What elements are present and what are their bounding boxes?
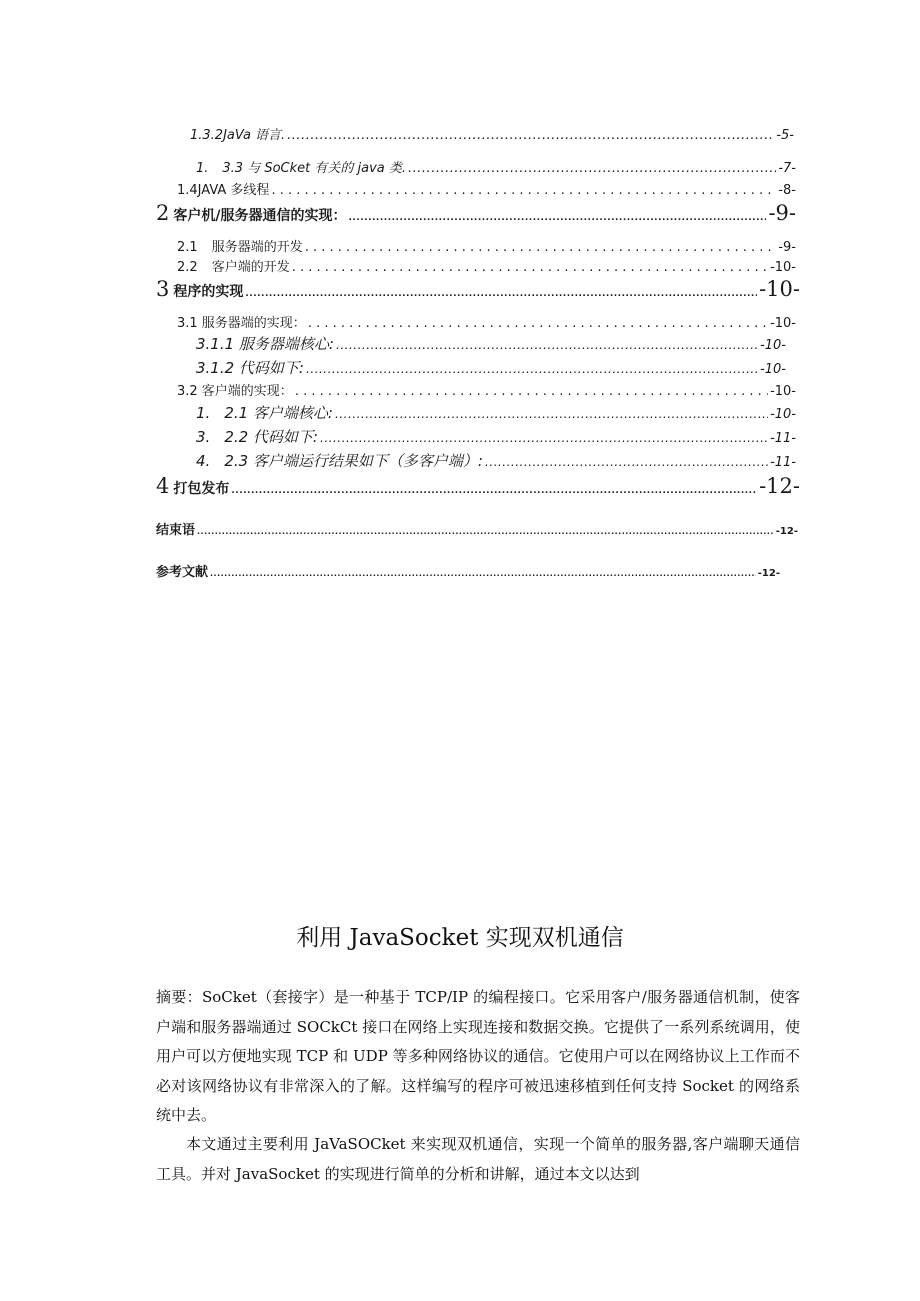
toc-entry-title: 客户端的开发 bbox=[211, 260, 290, 275]
toc-entry-title: 参考文献 bbox=[156, 565, 209, 580]
toc-entry-chapter-3[interactable] bbox=[156, 277, 800, 301]
toc-page-number: -10- bbox=[770, 260, 796, 275]
toc-leader bbox=[349, 213, 767, 223]
toc-leader bbox=[320, 431, 768, 445]
toc-entry-title: 3.1.1 服务器端核心: bbox=[196, 335, 334, 353]
toc-entry-number: 4. bbox=[196, 452, 211, 470]
toc-page-number: -10- bbox=[770, 407, 796, 422]
toc-entry-number: 3. bbox=[196, 428, 211, 446]
toc-entry-1-3-3[interactable] bbox=[196, 157, 796, 176]
toc-entry-references[interactable] bbox=[156, 561, 780, 580]
toc-entry-2-2[interactable] bbox=[177, 256, 796, 275]
toc-entry-title: 3.1.2 代码如下: bbox=[196, 359, 304, 377]
toc-entry-3-2[interactable] bbox=[177, 380, 796, 399]
toc-page-number: -9- bbox=[768, 201, 796, 225]
toc-entry-3-1[interactable] bbox=[177, 312, 796, 331]
toc-leader bbox=[308, 316, 768, 331]
toc-entry-3-2-3[interactable] bbox=[196, 450, 796, 471]
article-title: 利用 JavaSocket 实现双机通信 bbox=[296, 925, 624, 951]
intro-paragraph: 本文通过主要利用 JaVaSOCket 来实现双机通信，实现一个简单的服务器,客户端聊天通信工具。并对 JavaSocket 的实现进行简单的分析和讲解，通过本文以达到 bbox=[156, 1135, 800, 1183]
toc-page-number: -9- bbox=[778, 240, 796, 255]
toc-leader bbox=[271, 183, 776, 198]
toc-entry-number: 4 bbox=[156, 474, 170, 498]
toc-entry-title: 3.3 与 SoCket 有关的 java 类. bbox=[222, 161, 407, 176]
toc-entry-title: 服务器端的开发 bbox=[211, 240, 303, 255]
toc-leader bbox=[287, 128, 774, 143]
toc-entry-number: 2.1 bbox=[177, 240, 198, 255]
toc-entry-title: 3.2 客户端的实现： bbox=[177, 384, 293, 399]
toc-page-number: -10- bbox=[760, 362, 786, 377]
toc-page-number: -11- bbox=[770, 431, 796, 446]
toc-leader bbox=[197, 527, 774, 536]
toc-page-number: -12- bbox=[757, 568, 780, 579]
toc-entry-conclusion[interactable] bbox=[156, 519, 798, 538]
toc-leader bbox=[245, 289, 757, 299]
toc-entry-title: 3.1 服务器端的实现： bbox=[177, 316, 306, 331]
toc-leader bbox=[210, 569, 756, 578]
toc-page-number: -10- bbox=[760, 338, 786, 353]
toc-leader bbox=[306, 362, 758, 376]
toc-leader bbox=[305, 240, 777, 255]
toc-entry-title: 程序的实现 bbox=[173, 284, 244, 300]
toc-entry-chapter-4[interactable] bbox=[156, 474, 800, 498]
toc-leader bbox=[335, 407, 768, 421]
toc-entry-number: 2 bbox=[156, 201, 170, 225]
toc-page-number: -5- bbox=[776, 128, 794, 143]
toc-entry-title: 1.4JAVA 多线程 bbox=[177, 183, 270, 198]
toc-page-number: -10- bbox=[770, 316, 796, 331]
toc-entry-3-2-2[interactable] bbox=[196, 426, 796, 447]
toc-page-number: -7- bbox=[778, 161, 796, 176]
toc-page-number: -10- bbox=[770, 384, 796, 399]
toc-leader bbox=[336, 338, 758, 352]
toc-page-number: -11- bbox=[770, 455, 796, 470]
toc-leader bbox=[292, 260, 768, 275]
toc-entry-title: 结束语 bbox=[156, 523, 196, 538]
toc-entry-title: 2.3 客户端运行结果如下（多客户端）: bbox=[224, 452, 483, 470]
toc-entry-number: 1. bbox=[196, 404, 211, 422]
toc-entry-title: 2.2 代码如下: bbox=[224, 428, 318, 446]
toc-leader bbox=[295, 384, 768, 399]
toc-page-number: -12- bbox=[759, 474, 800, 498]
toc-leader bbox=[408, 161, 776, 176]
toc-entry-1-3-2[interactable] bbox=[190, 124, 794, 143]
toc-page-number: -12- bbox=[775, 526, 798, 537]
toc-entry-number: 2.2 bbox=[177, 260, 198, 275]
toc-entry-number: 1. bbox=[196, 161, 209, 176]
toc-entry-3-1-1[interactable] bbox=[196, 333, 786, 354]
toc-leader bbox=[231, 486, 757, 496]
toc-entry-number: 3 bbox=[156, 277, 170, 301]
toc-entry-2-1[interactable] bbox=[177, 236, 796, 255]
toc-entry-1-4[interactable] bbox=[177, 179, 796, 198]
toc-page-number: -10- bbox=[759, 277, 800, 301]
toc-entry-chapter-2[interactable] bbox=[156, 201, 796, 225]
toc-entry-title: 1.3.2JaVa 语言. bbox=[190, 128, 286, 143]
toc-entry-title: 2.1 客户端核心: bbox=[224, 404, 333, 422]
toc-entry-title: 客户机/服务器通信的实现： bbox=[173, 208, 347, 224]
toc-entry-3-2-1[interactable] bbox=[196, 402, 796, 423]
toc-entry-3-1-2[interactable] bbox=[196, 357, 786, 378]
toc-entry-title: 打包发布 bbox=[173, 481, 230, 497]
abstract-paragraph: 摘要：SoCket（套接字）是一种基于 TCP/IP 的编程接口。它采用客户/服务器通信机制，使客户端和服务器端通过 SOCkCt 接口在网络上实现连接和数据交换。它提供了一系列系统调用，使用户可以方便地实现 TCP 和 UDP 等多种网络协议的通信。它使用户可以在网络协议上工作而不必对该网络协议有非常深入的了解。这样编写的程序可被迅速移植到任何支持 Socket 的网络系统中去。 bbox=[156, 988, 800, 1124]
toc-page-number: -8- bbox=[778, 183, 796, 198]
toc-leader bbox=[485, 455, 768, 469]
